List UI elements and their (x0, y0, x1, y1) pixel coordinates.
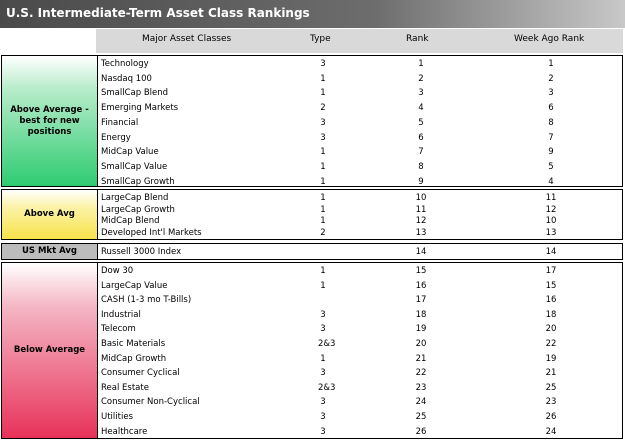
week-ago-rank-cell: 21 (545, 368, 557, 379)
week-ago-rank-cell: 12 (545, 204, 557, 215)
week-ago-rank-cell: 22 (545, 339, 557, 349)
asset-name-cell: Dow 30 (101, 266, 134, 276)
week-ago-rank-cell: 15 (545, 280, 557, 291)
asset-name-cell: Nasdaq 100 (101, 73, 152, 84)
rank-cell: 24 (415, 397, 427, 408)
header-asset: Major Asset Classes (142, 34, 232, 44)
rank-cell: 25 (415, 412, 427, 422)
rank-cell: 14 (415, 247, 427, 257)
rank-cell: 11 (415, 204, 427, 215)
week-ago-rank-cell: 1 (548, 59, 554, 69)
rank-cell: 20 (415, 339, 427, 349)
rank-cell: 2 (418, 73, 424, 84)
type-cell: 1 (320, 266, 326, 276)
type-cell: 2 (320, 103, 326, 114)
asset-name-cell: Consumer Non-Cyclical (101, 397, 200, 408)
rank-cell: 16 (415, 280, 427, 291)
type-cell: 1 (320, 161, 326, 172)
type-cell: 3 (320, 412, 326, 422)
asset-name-cell: CASH (1-3 mo T-Bills) (101, 295, 192, 306)
asset-name-cell: MidCap Blend (101, 216, 160, 226)
week-ago-rank-cell: 8 (548, 117, 554, 128)
type-cell: 3 (320, 368, 326, 379)
rank-cell: 22 (415, 368, 427, 379)
asset-name-cell: SmallCap Blend (101, 88, 169, 99)
type-cell: 3 (320, 309, 326, 320)
group-us-mkt-avg (1, 243, 623, 260)
week-ago-rank-cell: 4 (548, 176, 554, 187)
asset-name-cell: Real Estate (101, 382, 149, 393)
asset-name-cell: LargeCap Growth (101, 204, 175, 215)
week-ago-rank-cell: 16 (545, 295, 557, 306)
title-bar (0, 0, 625, 28)
rank-cell: 15 (415, 266, 427, 276)
week-ago-rank-cell: 26 (545, 412, 557, 422)
asset-name-cell: Industrial (101, 309, 141, 320)
type-cell: 3 (320, 324, 326, 335)
type-cell: 1 (320, 280, 326, 291)
page-title: U.S. Intermediate-Term Asset Class Rankings (6, 6, 310, 20)
rank-cell: 10 (415, 193, 427, 203)
week-ago-rank-cell: 10 (545, 216, 557, 226)
week-ago-rank-cell: 2 (548, 73, 554, 84)
asset-name-cell: LargeCap Blend (101, 193, 169, 203)
rank-cell: 21 (415, 353, 427, 364)
group-label: Below Average (2, 263, 98, 438)
week-ago-rank-cell: 9 (548, 147, 554, 158)
type-cell: 3 (320, 117, 326, 128)
rank-cell: 1 (418, 59, 424, 69)
type-cell: 1 (320, 216, 326, 226)
rank-cell: 23 (415, 382, 427, 393)
asset-name-cell: Consumer Cyclical (101, 368, 180, 379)
asset-name-cell: Financial (101, 117, 139, 128)
week-ago-rank-cell: 7 (548, 132, 554, 143)
asset-name-cell: LargeCap Value (101, 280, 168, 291)
header-week: Week Ago Rank (514, 34, 585, 44)
header-type: Type (310, 34, 331, 44)
week-ago-rank-cell: 17 (545, 266, 557, 276)
group-below-average (1, 262, 623, 439)
asset-name-cell: SmallCap Growth (101, 176, 175, 187)
rank-cell: 17 (415, 295, 427, 306)
type-cell: 1 (320, 204, 326, 215)
rank-cell: 6 (418, 132, 424, 143)
asset-name-cell: Telecom (101, 324, 136, 335)
asset-name-cell: SmallCap Value (101, 161, 168, 172)
type-cell: 2&3 (318, 382, 336, 393)
asset-name-cell: Energy (101, 132, 131, 143)
rank-cell: 5 (418, 117, 424, 128)
type-cell: 3 (320, 397, 326, 408)
group-label: US Mkt Avg (2, 244, 98, 259)
rank-cell: 4 (418, 103, 424, 114)
type-cell: 1 (320, 176, 326, 187)
rank-cell: 3 (418, 88, 424, 99)
week-ago-rank-cell: 14 (545, 247, 557, 257)
type-cell: 1 (320, 147, 326, 158)
type-cell: 3 (320, 59, 326, 69)
week-ago-rank-cell: 24 (545, 426, 557, 437)
rank-cell: 19 (415, 324, 427, 335)
rank-cell: 8 (418, 161, 424, 172)
week-ago-rank-cell: 18 (545, 309, 557, 320)
header-rank: Rank (406, 34, 429, 44)
rank-cell: 9 (418, 176, 424, 187)
rank-cell: 7 (418, 147, 424, 158)
table-header (96, 29, 623, 53)
asset-name-cell: Utilities (101, 412, 133, 422)
asset-name-cell: Basic Materials (101, 339, 166, 349)
week-ago-rank-cell: 19 (545, 353, 557, 364)
week-ago-rank-cell: 5 (548, 161, 554, 172)
week-ago-rank-cell: 11 (545, 193, 557, 203)
group-above-avg (1, 189, 623, 240)
asset-name-cell: Emerging Markets (101, 103, 179, 114)
asset-name-cell: Healthcare (101, 426, 148, 437)
type-cell: 1 (320, 353, 326, 364)
type-cell: 2 (320, 227, 326, 238)
group-above-average (1, 55, 623, 187)
asset-name-cell: Developed Int'l Markets (101, 227, 202, 238)
group-label: Above Average - best for new positions (2, 56, 98, 186)
rank-cell: 13 (415, 227, 427, 238)
type-cell: 3 (320, 132, 326, 143)
week-ago-rank-cell: 23 (545, 397, 557, 408)
rank-cell: 26 (415, 426, 427, 437)
week-ago-rank-cell: 13 (545, 227, 557, 238)
asset-name-cell: Russell 3000 Index (101, 247, 182, 257)
group-label: Above Avg (2, 190, 98, 239)
week-ago-rank-cell: 3 (548, 88, 554, 99)
asset-name-cell: MidCap Growth (101, 353, 167, 364)
type-cell: 1 (320, 193, 326, 203)
week-ago-rank-cell: 25 (545, 382, 557, 393)
rank-cell: 12 (415, 216, 427, 226)
rank-cell: 18 (415, 309, 427, 320)
type-cell: 1 (320, 73, 326, 84)
type-cell: 3 (320, 426, 326, 437)
week-ago-rank-cell: 6 (548, 103, 554, 114)
type-cell: 2&3 (318, 339, 336, 349)
asset-name-cell: Technology (101, 59, 149, 69)
type-cell: 1 (320, 88, 326, 99)
week-ago-rank-cell: 20 (545, 324, 557, 335)
asset-name-cell: MidCap Value (101, 147, 159, 158)
